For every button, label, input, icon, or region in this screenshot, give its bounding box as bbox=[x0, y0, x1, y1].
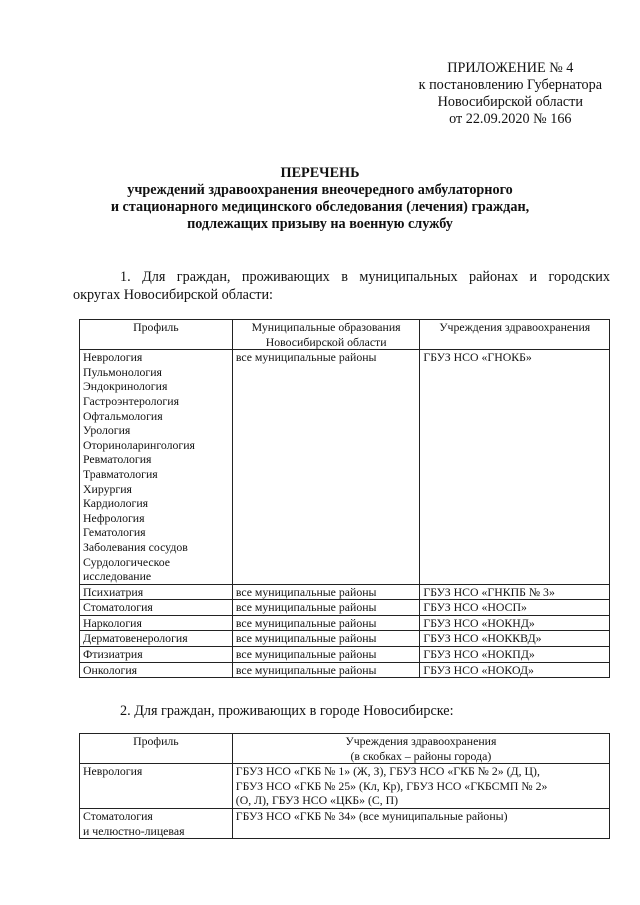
appendix-header bbox=[419, 60, 602, 128]
profile-item: Офтальмология bbox=[83, 408, 163, 423]
profile-cell: Фтизиатрия bbox=[80, 647, 233, 663]
profile-item: Хирургия bbox=[83, 481, 132, 496]
profile-cell: Наркология bbox=[80, 615, 233, 631]
institution-cell: ГБУЗ НСО «НОКОД» bbox=[420, 662, 610, 678]
profile-item: Ревматология bbox=[83, 452, 152, 467]
table-row bbox=[80, 647, 610, 663]
table-row bbox=[80, 631, 610, 647]
institution-cell: ГБУЗ НСО «ГНОКБ» bbox=[420, 350, 610, 585]
title-line: ПЕРЕЧЕНЬ bbox=[280, 165, 360, 181]
table-header-row bbox=[80, 734, 610, 764]
column-header: Учреждения здравоохранения bbox=[420, 320, 610, 350]
profile-item: Гематология bbox=[83, 525, 146, 540]
profile-item: Гастроэнтерология bbox=[83, 393, 180, 408]
area-cell: все муниципальные районы bbox=[232, 631, 420, 647]
area-cell: все муниципальные районы bbox=[232, 647, 420, 663]
institution-cell bbox=[232, 764, 609, 809]
table-city bbox=[79, 733, 610, 839]
profile-cell: Стоматология bbox=[80, 600, 233, 616]
profile-item: Неврология bbox=[83, 350, 143, 365]
institution-line: (О, Л), ГБУЗ НСО «ЦКБ» (С, П) bbox=[235, 793, 399, 808]
profile-cell: Дерматовенерология bbox=[80, 631, 233, 647]
column-header: Профиль bbox=[80, 320, 233, 350]
table-header-row bbox=[80, 320, 610, 350]
profile-item: Пульмонология bbox=[83, 364, 162, 379]
area-cell: все муниципальные районы bbox=[232, 615, 420, 631]
area-cell: все муниципальные районы bbox=[232, 662, 420, 678]
table-row bbox=[80, 584, 610, 600]
institution-cell: ГБУЗ НСО «НОККВД» bbox=[420, 631, 610, 647]
profile-line: и челюстно-лицевая bbox=[83, 823, 185, 838]
profile-item: Урология bbox=[83, 423, 131, 438]
appendix-line: к постановлению Губернатора bbox=[418, 77, 602, 93]
area-cell: все муниципальные районы bbox=[232, 600, 420, 616]
appendix-line: ПРИЛОЖЕНИЕ № 4 bbox=[447, 60, 574, 76]
title-line: подлежащих призыву на военную службу bbox=[187, 216, 453, 232]
profile-item: Кардиология bbox=[83, 496, 149, 511]
institution-line: ГБУЗ НСО «ГКБ № 25» (Кл, Кр), ГБУЗ НСО «ГКБСМП № 2» bbox=[235, 778, 548, 793]
title-line: и стационарного медицинского обследования (лечения) граждан, bbox=[110, 199, 530, 215]
table-row bbox=[80, 600, 610, 616]
profile-line: Стоматология bbox=[83, 808, 153, 823]
institution-cell: ГБУЗ НСО «НОКНД» bbox=[420, 615, 610, 631]
profile-item: Сурдологическое исследование bbox=[83, 554, 171, 584]
table-row bbox=[80, 808, 610, 838]
column-header: Профиль bbox=[80, 734, 233, 764]
profile-line: Неврология bbox=[83, 764, 143, 779]
profile-cell bbox=[80, 350, 233, 585]
column-header-line: (в скобках – районы города) bbox=[350, 748, 492, 763]
area-cell: все муниципальные районы bbox=[232, 350, 420, 585]
section-1-heading bbox=[73, 268, 610, 304]
column-header: Муниципальные образования Новосибирской области bbox=[232, 320, 420, 350]
institution-line: ГБУЗ НСО «ГКБ № 1» (Ж, З), ГБУЗ НСО «ГКБ № 2» (Д, Ц), bbox=[235, 764, 540, 779]
document-title bbox=[0, 165, 640, 233]
table-row bbox=[80, 615, 610, 631]
area-cell: все муниципальные районы bbox=[232, 584, 420, 600]
table-row bbox=[80, 764, 610, 809]
column-header bbox=[232, 734, 609, 764]
profile-cell bbox=[80, 764, 233, 809]
column-header-line: Учреждения здравоохранения bbox=[345, 734, 497, 748]
profile-item: Нефрология bbox=[83, 510, 145, 525]
institution-cell: ГБУЗ НСО «НОСП» bbox=[420, 600, 610, 616]
section-1-line: округах Новосибирской области: bbox=[73, 287, 273, 303]
appendix-line: от 22.09.2020 № 166 bbox=[449, 111, 572, 127]
table-row bbox=[80, 350, 610, 585]
institution-line: ГБУЗ НСО «ГКБ № 34» (все муниципальные районы) bbox=[235, 808, 508, 823]
table-regions bbox=[79, 319, 610, 678]
profile-cell: Психиатрия bbox=[80, 584, 233, 600]
section-1-line: 1. Для граждан, проживающих в муниципальных районах и городских bbox=[120, 269, 610, 285]
institution-cell: ГБУЗ НСО «НОКПД» bbox=[420, 647, 610, 663]
profile-cell: Онкология bbox=[80, 662, 233, 678]
section-2-heading: 2. Для граждан, проживающих в городе Новосибирске: bbox=[120, 703, 454, 719]
title-line: учреждений здравоохранения внеочередного амбулаторного bbox=[127, 182, 513, 198]
appendix-line: Новосибирской области bbox=[437, 94, 583, 110]
profile-cell bbox=[80, 808, 233, 838]
institution-cell: ГБУЗ НСО «ГНКПБ № 3» bbox=[420, 584, 610, 600]
profile-item: Травматология bbox=[83, 466, 158, 481]
institution-cell bbox=[232, 808, 609, 838]
profile-item: Эндокринология bbox=[83, 379, 168, 394]
profile-item: Оториноларингология bbox=[83, 437, 195, 452]
profile-item: Заболевания сосудов bbox=[83, 539, 188, 554]
table-row bbox=[80, 662, 610, 678]
